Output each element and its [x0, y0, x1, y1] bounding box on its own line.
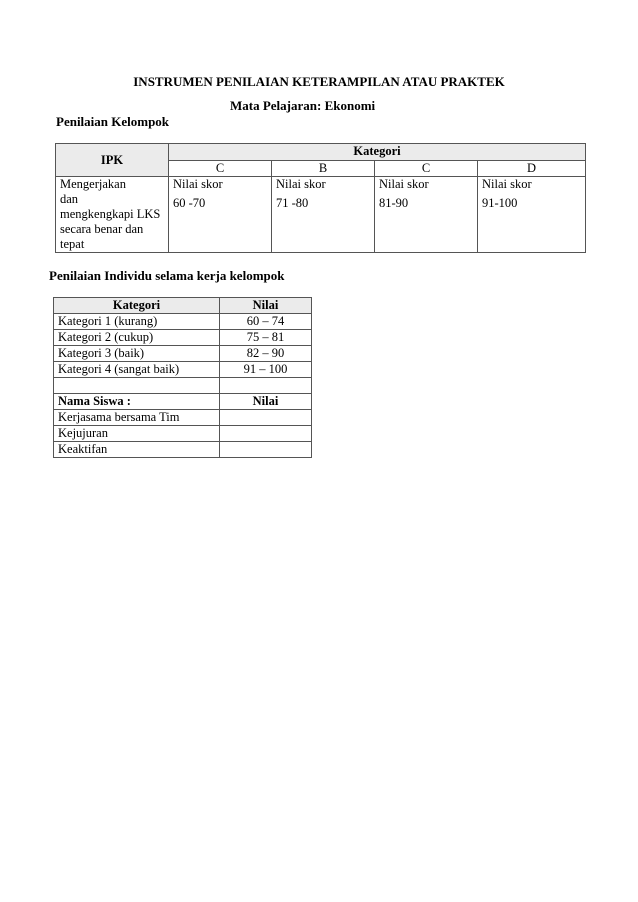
kategori-cell: Kategori 3 (baik): [54, 346, 220, 362]
nilai-cell: 75 – 81: [220, 330, 312, 346]
score-cell: [272, 177, 375, 253]
table-row: [54, 410, 312, 426]
ipk-line: secara benar dan: [60, 222, 144, 236]
ipk-header: IPK: [56, 144, 169, 177]
kategori-cell: Kategori 1 (kurang): [54, 314, 220, 330]
score-cell: [169, 177, 272, 253]
ipk-line: mengkengkapi LKS: [60, 207, 161, 221]
nama-siswa-header: Nama Siswa :: [54, 394, 220, 410]
section-heading-group: Penilaian Kelompok: [56, 114, 170, 129]
subject-subtitle: Mata Pelajaran: Ekonomi: [230, 98, 376, 113]
empty-cell: [54, 378, 220, 394]
table-row-empty: [54, 378, 312, 394]
table-row: [56, 177, 586, 253]
kategori-header: Kategori: [169, 144, 586, 161]
score-range: 81-90: [379, 196, 409, 210]
table-row: [54, 442, 312, 458]
kategori-cell: Kategori 4 (sangat baik): [54, 362, 220, 378]
score-label: Nilai skor: [379, 177, 429, 191]
nilai-cell: 60 – 74: [220, 314, 312, 330]
ipk-description: [56, 177, 169, 253]
nilai-header: Nilai: [220, 394, 312, 410]
ipk-line: Mengerjakan: [60, 177, 126, 191]
nilai-cell: 91 – 100: [220, 362, 312, 378]
score-range: 71 -80: [276, 196, 309, 210]
grade-header: C: [169, 160, 272, 177]
aspect-cell: Kerjasama bersama Tim: [54, 410, 220, 426]
ipk-line: tepat: [60, 237, 85, 251]
aspect-score-cell: [220, 410, 312, 426]
grade-header: D: [478, 160, 586, 177]
score-label: Nilai skor: [482, 177, 532, 191]
table-row: [54, 330, 312, 346]
table-row: [54, 362, 312, 378]
grade-header: C: [375, 160, 478, 177]
table-row: [54, 426, 312, 442]
score-cell: [375, 177, 478, 253]
individual-assessment-table: [53, 297, 312, 458]
table-row: [54, 314, 312, 330]
aspect-score-cell: [220, 442, 312, 458]
ipk-line: dan: [60, 192, 79, 206]
score-label: Nilai skor: [276, 177, 326, 191]
aspect-cell: Kejujuran: [54, 426, 220, 442]
group-assessment-table: [55, 143, 586, 253]
score-label: Nilai skor: [173, 177, 223, 191]
kategori-column-header: Kategori: [54, 298, 220, 314]
aspect-score-cell: [220, 426, 312, 442]
section-heading-individual: Penilaian Individu selama kerja kelompok: [49, 268, 285, 283]
document-title: INSTRUMEN PENILAIAN KETERAMPILAN ATAU PRAKTEK: [133, 74, 505, 89]
table-row: [54, 298, 312, 314]
table-row: [54, 394, 312, 410]
grade-header: B: [272, 160, 375, 177]
table-row: [56, 144, 586, 161]
nilai-cell: 82 – 90: [220, 346, 312, 362]
nilai-column-header: Nilai: [220, 298, 312, 314]
kategori-cell: Kategori 2 (cukup): [54, 330, 220, 346]
score-cell: [478, 177, 586, 253]
score-range: 91-100: [482, 196, 518, 210]
score-range: 60 -70: [173, 196, 206, 210]
table-row: [54, 346, 312, 362]
empty-cell: [220, 378, 312, 394]
aspect-cell: Keaktifan: [54, 442, 220, 458]
